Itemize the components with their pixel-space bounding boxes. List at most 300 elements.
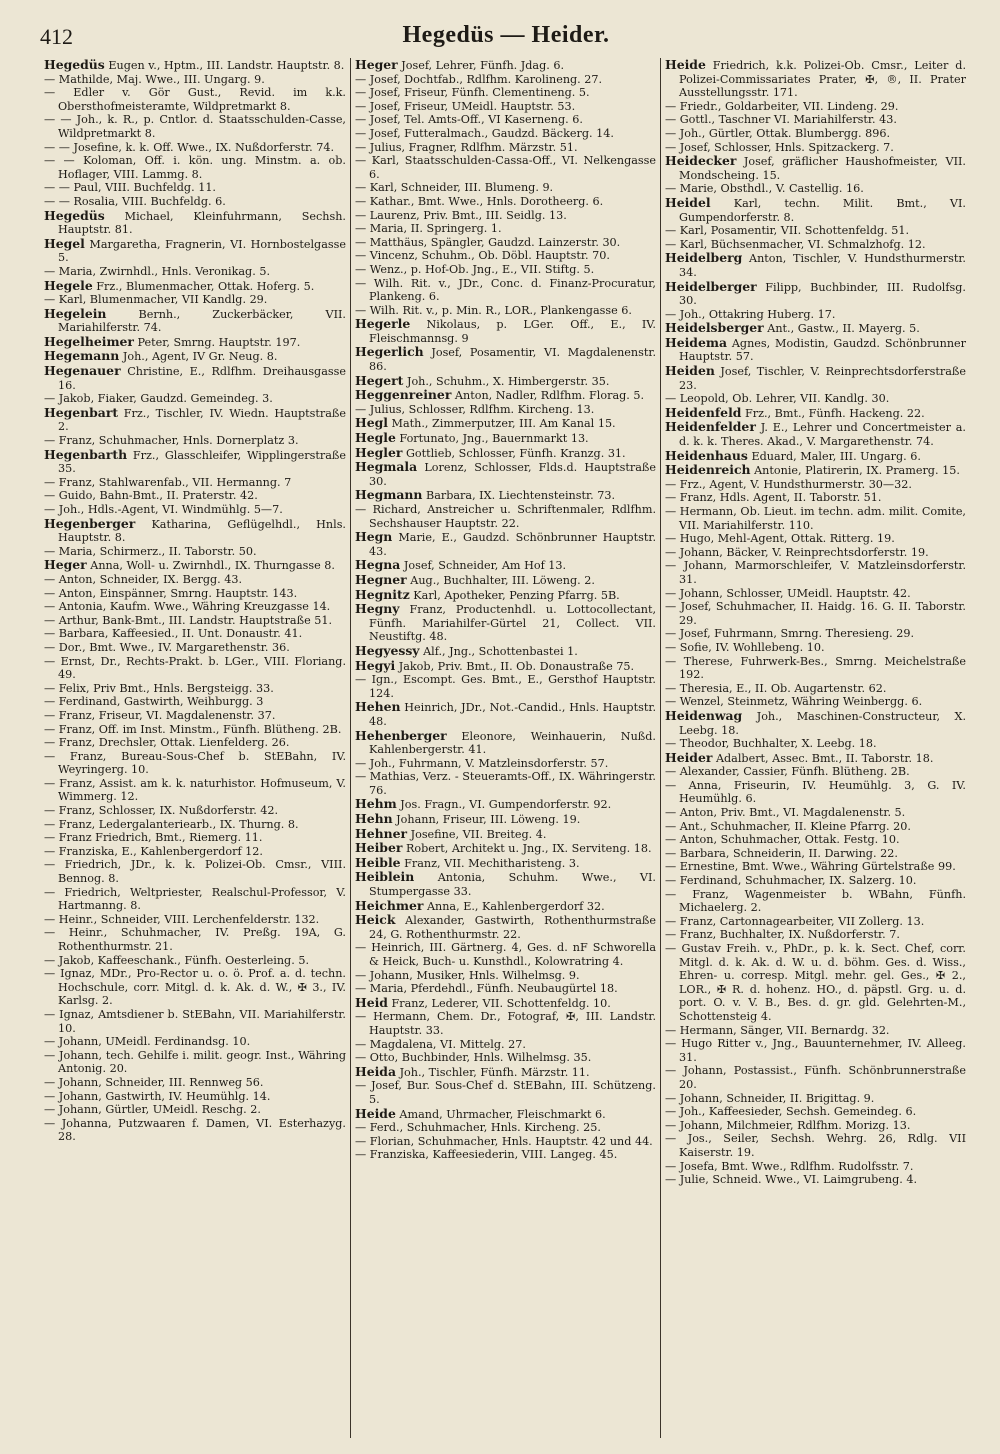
entry-details: — Franz, Drechsler, Ottak. Lienfelderg. 26. xyxy=(44,736,290,750)
entry-surname: Heide xyxy=(355,1105,396,1121)
entry-surname: Heiblein xyxy=(355,869,415,885)
entry-details: Frz., Glasschleifer, Wipplingerstraße 35. xyxy=(58,448,346,476)
entry-details: — Felix, Priv Bmt., Hnls. Bergsteigg. 33. xyxy=(44,681,274,695)
entry-details: — Franz, Ledergalanteriearb., IX. Thurng. 8. xyxy=(44,817,299,831)
entry-details: Alexander, Gastwirth, Rothenthurmstraße 24, G. Rothenthurmstr. 22. xyxy=(369,914,656,941)
directory-entry xyxy=(355,530,656,558)
directory-entry xyxy=(44,1049,346,1076)
entry-details: — Hugo Ritter v., Jng., Bauunternehmer, IV. Alleeg. 31. xyxy=(665,1037,966,1064)
entry-details: — Franz, Hdls. Agent, II. Taborstr. 51. xyxy=(665,491,882,505)
directory-entry xyxy=(355,73,656,87)
entry-details: Agnes, Modistin, Gaudzd. Schönbrunner Hauptstr. 57. xyxy=(679,336,967,364)
entry-surname: Heichmer xyxy=(355,897,424,913)
entry-details: Anna, E., Kahlenbergerdorf 32. xyxy=(426,899,605,913)
entry-details: Alf., Jng., Schottenbastei 1. xyxy=(423,644,578,658)
directory-entry xyxy=(44,858,346,885)
directory-entry xyxy=(44,750,346,777)
entry-details: — Josefa, Bmt. Wwe., Rdlfhm. Rudolfsstr. 7. xyxy=(665,1159,914,1173)
entry-surname: Hegenauer xyxy=(44,363,121,379)
entry-details: Eugen v., Hptm., III. Landstr. Hauptstr. 8. xyxy=(108,59,345,72)
directory-entry xyxy=(665,600,966,627)
entry-details: — Hermann, Chem. Dr., Fotograf, ✠, III. Landstr. Hauptstr. 33. xyxy=(355,1010,656,1037)
entry-details: — Wilh. Rit. v., p. Min. R., LOR., Plankengasse 6. xyxy=(355,303,632,317)
directory-entry xyxy=(44,141,346,155)
entry-surname: Heiber xyxy=(355,840,403,856)
directory-entry xyxy=(665,308,966,322)
directory-entry xyxy=(355,1148,656,1162)
directory-entry xyxy=(355,602,656,644)
directory-entry xyxy=(44,614,346,628)
entry-surname: Hegny xyxy=(355,601,400,617)
directory-entry xyxy=(355,388,656,403)
entry-surname: Heid xyxy=(355,994,388,1010)
directory-entry xyxy=(665,587,966,601)
directory-entry xyxy=(44,1008,346,1035)
directory-entry xyxy=(665,860,966,874)
directory-entry xyxy=(665,321,966,336)
entry-details: — Ferdinand, Schuhmacher, IX. Salzerg. 10. xyxy=(665,874,917,888)
directory-entry xyxy=(665,238,966,252)
entry-details: Josef, Schneider, Am Hof 13. xyxy=(403,559,567,573)
entry-details: — Karl, Posamentir, VII. Schottenfeldg. 51. xyxy=(665,224,910,238)
entry-details: — Johanna, Putzwaaren f. Damen, VI. Esterhazyg. 28. xyxy=(44,1116,346,1144)
entry-details: — Ernestine, Bmt. Wwe., Währing Gürtelstraße 99. xyxy=(665,860,956,874)
directory-entry xyxy=(355,446,656,461)
directory-entry xyxy=(44,293,346,307)
entry-surname: Hehen xyxy=(355,699,401,715)
directory-entry xyxy=(665,280,966,308)
entry-details: — Josef, Tel. Amts-Off., VI Kaserneng. 6. xyxy=(355,113,583,127)
directory-entry xyxy=(355,195,656,209)
entry-surname: Hegmann xyxy=(355,487,423,503)
directory-entry xyxy=(355,1038,656,1052)
entry-details: — Leopold, Ob. Lehrer, VII. Kandlg. 30. xyxy=(665,392,890,406)
entry-details: — Julie, Schneid. Wwe., VI. Laimgrubeng. 4. xyxy=(665,1173,918,1187)
directory-entry xyxy=(665,100,966,114)
entry-details: — Wenz., p. Hof-Ob. Jng., E., VII. Stiftg. 5. xyxy=(355,262,595,276)
directory-entry xyxy=(665,655,966,682)
directory-entry xyxy=(44,695,346,709)
directory-entry xyxy=(355,1065,656,1080)
directory-entry xyxy=(44,655,346,682)
entry-surname: Hegedüs xyxy=(44,58,105,72)
entry-details: — Josef, Futteralmach., Gaudzd. Bäckerg. 14. xyxy=(355,126,614,140)
entry-details: — Franz, Assist. am k. k. naturhistor. Hofmuseum, V. Wimmerg. 12. xyxy=(44,776,346,804)
entry-surname: Heidel xyxy=(665,194,711,210)
directory-entry xyxy=(44,926,346,953)
entry-details: Robert, Architekt u. Jng., IX. Serviteng. 18. xyxy=(405,842,652,856)
directory-entry xyxy=(355,141,656,155)
directory-entry xyxy=(665,113,966,127)
directory-entry xyxy=(355,827,656,842)
directory-entry xyxy=(665,820,966,834)
directory-entry xyxy=(355,113,656,127)
entry-details: Joh., Schuhm., X. Himbergerstr. 35. xyxy=(406,374,610,388)
entry-details: — Barbara, Schneiderin, II. Darwing. 22. xyxy=(665,846,898,860)
directory-entry xyxy=(665,737,966,751)
entry-details: — Frz., Agent, V. Hundsthurmerstr. 30—32. xyxy=(665,477,912,491)
page-header xyxy=(40,20,972,52)
entry-details: — Dor., Bmt. Wwe., IV. Margarethenstr. 36. xyxy=(44,640,290,654)
directory-entry xyxy=(44,86,346,113)
entry-details: — Johann, Milchmeier, Rdlfhm. Morizg. 13. xyxy=(665,1118,911,1132)
entry-details: Amand, Uhrmacher, Fleischmarkt 6. xyxy=(399,1107,606,1121)
entry-details: — Franz, Buchhalter, IX. Nußdorferstr. 7. xyxy=(665,928,900,942)
entry-details: Antonie, Platirerin, IX. Pramerg. 15. xyxy=(754,464,960,478)
entry-surname: Heggenreiner xyxy=(355,387,452,403)
entry-details: — Karl, Büchsenmacher, VI. Schmalzhofg. 12. xyxy=(665,237,926,251)
entry-details: — Ferd., Schuhmacher, Hnls. Kircheng. 25. xyxy=(355,1121,601,1135)
entry-surname: Hegenbarth xyxy=(44,446,128,462)
entry-surname: Hegenberger xyxy=(44,515,136,531)
entry-details: — Anton, Priv. Bmt., VI. Magdalenenstr. 5. xyxy=(665,806,906,820)
directory-entry xyxy=(355,1135,656,1149)
directory-entry xyxy=(355,154,656,181)
entry-details: — — Koloman, Off. i. kön. ung. Minstm. a. ob. Hoflager, VIII. Lammg. 8. xyxy=(44,154,346,181)
directory-entry xyxy=(665,336,966,364)
directory-entry xyxy=(355,996,656,1011)
directory-entry xyxy=(665,1037,966,1064)
entry-details: — Josef, Friseur, UMeidl. Hauptstr. 53. xyxy=(355,99,576,113)
directory-entry xyxy=(355,431,656,446)
directory-entry xyxy=(355,812,656,827)
directory-entry xyxy=(44,831,346,845)
directory-entry xyxy=(44,1103,346,1117)
directory-entry xyxy=(44,558,346,573)
entry-surname: Heider xyxy=(665,749,713,765)
directory-entry xyxy=(355,209,656,223)
directory-entry xyxy=(665,127,966,141)
directory-entry xyxy=(355,263,656,277)
directory-entry xyxy=(355,856,656,871)
entry-details: — Alexander, Cassier, Fünfh. Blütheng. 2B. xyxy=(665,765,910,779)
directory-entry xyxy=(44,682,346,696)
directory-entry xyxy=(44,967,346,1008)
entry-details: — Matthäus, Spängler, Gaudzd. Lainzerstr. 30. xyxy=(355,235,621,249)
entry-details: — Antonia, Kaufm. Wwe., Währing Kreuzgasse 14. xyxy=(44,600,331,614)
directory-entry xyxy=(665,546,966,560)
entry-details: — Johann, Schlosser, UMeidl. Hauptstr. 42. xyxy=(665,586,911,600)
directory-entry xyxy=(44,517,346,545)
entry-details: — Anton, Einspänner, Smrng. Hauptstr. 143. xyxy=(44,586,298,600)
entry-details: — Florian, Schuhmacher, Hnls. Hauptstr. 42 und 44. xyxy=(355,1134,653,1148)
entry-surname: Hegmala xyxy=(355,459,418,475)
entry-surname: Heible xyxy=(355,854,401,870)
entry-details: — Josef, Friseur, Fünfh. Clementineng. 5. xyxy=(355,86,590,100)
entry-details: — Arthur, Bank-Bmt., III. Landstr. Hauptstraße 51. xyxy=(44,613,333,627)
entry-details: Aug., Buchhalter, III. Löweng. 2. xyxy=(410,573,595,587)
directory-entry xyxy=(44,587,346,601)
entry-details: Jakob, Priv. Bmt., II. Ob. Donaustraße 75. xyxy=(398,659,635,673)
entry-surname: Heger xyxy=(355,58,398,72)
entry-details: Christine, E., Rdlfhm. Dreihausgasse 16. xyxy=(58,365,346,392)
entry-details: Heinrich, JDr., Not.-Candid., Hnls. Hauptstr. 48. xyxy=(369,701,656,728)
entry-details: Katharina, Geflügelhdl., Hnls. Hauptstr. 8. xyxy=(58,517,346,545)
entry-details: Margaretha, Fragnerin, VI. Hornbostelgasse 5. xyxy=(58,237,346,265)
entry-details: Josef, gräflicher Haushofmeister, VII. Mondscheing. 15. xyxy=(679,155,966,182)
directory-entry xyxy=(44,627,346,641)
entry-details: Josefine, VII. Breiteg. 4. xyxy=(410,827,547,841)
directory-entry xyxy=(355,729,656,757)
directory-entry xyxy=(355,304,656,318)
directory-entry xyxy=(44,886,346,913)
entry-surname: Hegyessy xyxy=(355,642,420,658)
directory-entry xyxy=(44,154,346,181)
entry-details: Friedrich, k.k. Polizei-Ob. Cmsr., Leiter d. Polizei-Commissariates Prater, ✠, ®, II. Prater Ausstellungsstr. 171. xyxy=(679,59,966,100)
directory-entry xyxy=(44,913,346,927)
directory-entry xyxy=(44,335,346,350)
entry-details: — Karl, Schneider, III. Blumeng. 9. xyxy=(355,181,554,195)
entry-details: — — Josefine, k. k. Off. Wwe., IX. Nußdorferstr. 74. xyxy=(44,140,335,154)
entry-details: Franz, Lederer, VII. Schottenfeldg. 10. xyxy=(391,996,611,1010)
directory-entry xyxy=(665,196,966,224)
directory-entry xyxy=(665,251,966,279)
entry-details: — Franziska, E., Kahlenbergerdorf 12. xyxy=(44,844,263,858)
directory-entry xyxy=(665,847,966,861)
directory-entry xyxy=(665,532,966,546)
directory-entry xyxy=(44,777,346,804)
entry-details: — Joh., Fuhrmann, V. Matzleinsdorferstr. 57. xyxy=(355,756,609,770)
entry-details: Marie, E., Gaudzd. Schönbrunner Hauptstr. 43. xyxy=(369,531,657,558)
directory-entry xyxy=(355,222,656,236)
entry-details: Gottlieb, Schlosser, Fünfh. Kranzg. 31. xyxy=(405,446,626,460)
entry-surname: Heger xyxy=(44,557,87,573)
entry-details: — Josef, Schlosser, Hnls. Spitzackerg. 7. xyxy=(665,140,894,154)
entry-details: — Julius, Schlosser, Rdlfhm. Kircheng. 13. xyxy=(355,402,595,416)
directory-entry xyxy=(44,573,346,587)
entry-details: — Johann, Gürtler, UMeidl. Reschg. 2. xyxy=(44,1103,261,1117)
directory-entry xyxy=(44,1076,346,1090)
entry-surname: Heidenhaus xyxy=(665,447,748,463)
entry-details: — Franz, Off. im Inst. Minstm., Fünfh. Blütheng. 2B. xyxy=(44,722,342,736)
directory-entry xyxy=(44,364,346,392)
entry-details: — Ernst, Dr., Rechts-Prakt. b. LGer., VIII. Floriang. 49. xyxy=(44,654,346,682)
entry-details: — Johann, Schneider, III. Rennweg 56. xyxy=(44,1075,264,1089)
entry-details: — Jakob, Fiaker, Gaudzd. Gemeindeg. 3. xyxy=(44,392,273,406)
directory-entry xyxy=(665,641,966,655)
directory-entry xyxy=(44,723,346,737)
entry-surname: Hegel xyxy=(44,235,85,251)
entry-details: — — Joh., k. R., p. Cntlor. d. Staatsschulden-Casse, Wildpretmarkt 8. xyxy=(44,113,346,140)
entry-details: — Barbara, Kaffeesied., II. Unt. Donaustr. 41. xyxy=(44,627,303,641)
directory-entry xyxy=(665,1092,966,1106)
directory-entry xyxy=(44,804,346,818)
entry-details: Peter, Smrng. Hauptstr. 197. xyxy=(137,335,301,349)
entry-surname: Hegler xyxy=(355,444,403,460)
entry-details: Bernh., Zuckerbäcker, VII. Mariahilferstr. 74. xyxy=(58,307,346,335)
entry-details: — Johann, Musiker, Hnls. Wilhelmsg. 9. xyxy=(355,968,580,982)
entry-details: — Therese, Fuhrwerk-Bes., Smrng. Meichelstraße 192. xyxy=(665,654,966,682)
entry-surname: Hegelheimer xyxy=(44,333,134,349)
entry-details: — Franz, Stahlwarenfab., VII. Hermanng. 7 xyxy=(44,475,292,489)
entry-surname: Heidema xyxy=(665,334,727,350)
entry-details: — Friedrich, JDr., k. k. Polizei-Ob. Cmsr., VIII. Bennog. 8. xyxy=(44,858,346,886)
entry-details: — Otto, Buchbinder, Hnls. Wilhelmsg. 35. xyxy=(355,1051,592,1065)
entry-details: Adalbert, Assec. Bmt., II. Taborstr. 18. xyxy=(715,751,934,765)
directory-entry xyxy=(665,182,966,196)
entry-surname: Heidenwag xyxy=(665,707,743,723)
directory-entry xyxy=(355,1121,656,1135)
entry-details: — Heinr., Schuhmacher, IV. Preßg. 19A, G. Rothenthurmstr. 21. xyxy=(44,926,346,953)
entry-details: — Maria, Pferdehdl., Fünfh. Neubaugürtel 18. xyxy=(355,982,618,996)
entry-details: — Julius, Fragner, Rdlfhm. Märzstr. 51. xyxy=(355,140,578,154)
entry-details: — Wilh. Rit. v., JDr., Conc. d. Finanz-Procuratur, Plankeng. 6. xyxy=(355,276,656,304)
entry-surname: Hegl xyxy=(355,415,388,431)
directory-entry xyxy=(665,449,966,464)
directory-entry xyxy=(44,448,346,476)
entry-surname: Hehn xyxy=(355,811,393,827)
entry-details: — Wenzel, Steinmetz, Währing Weinbergg. 6. xyxy=(665,695,923,709)
entry-details: — Sofie, IV. Wohllebeng. 10. xyxy=(665,640,825,654)
directory-entry xyxy=(355,345,656,373)
directory-entry xyxy=(355,899,656,914)
directory-entry xyxy=(44,73,346,87)
directory-entry xyxy=(44,954,346,968)
directory-entry xyxy=(355,488,656,503)
running-head: Hegedüs — Heider. xyxy=(402,22,610,48)
directory-entry xyxy=(355,374,656,389)
directory-entry xyxy=(355,1051,656,1065)
entry-details: — — Paul, VIII. Buchfeldg. 11. xyxy=(44,181,216,195)
directory-entry xyxy=(44,709,346,723)
entry-details: — Jos., Seiler, Sechsh. Wehrg. 26, Rdlg. VII Kaiserstr. 19. xyxy=(665,1132,966,1159)
entry-details: — Franz, Friseur, VI. Magdalenenstr. 37. xyxy=(44,708,276,722)
entry-details: — Heinrich, III. Gärtnerg. 4, Ges. d. nF Schworella & Heick, Buch- u. Kunsthdl., Kolowratring 4. xyxy=(355,941,656,968)
directory-entry xyxy=(355,770,656,797)
directory-entry xyxy=(665,420,966,448)
directory-entry xyxy=(355,317,656,345)
directory-entry xyxy=(44,641,346,655)
directory-entry xyxy=(44,736,346,750)
entry-surname: Heidelsberger xyxy=(665,320,764,336)
directory-entry xyxy=(665,154,966,182)
directory-entry xyxy=(355,870,656,898)
directory-entry xyxy=(355,460,656,488)
entry-details: — Johann, Marmorschleifer, V. Matzleinsdorferstr. 31. xyxy=(665,559,966,586)
directory-entry xyxy=(355,673,656,700)
directory-entry xyxy=(355,659,656,674)
directory-entry xyxy=(355,757,656,771)
entry-details: Barbara, IX. Liechtensteinstr. 73. xyxy=(425,489,616,503)
entry-details: — Josef, Fuhrmann, Smrng. Theresieng. 29. xyxy=(665,627,915,641)
directory-entry xyxy=(44,209,346,237)
entry-details: — Kathar., Bmt. Wwe., Hnls. Dorotheerg. 6. xyxy=(355,194,604,208)
directory-entry xyxy=(44,600,346,614)
entry-details: — Maria, Zwirnhdl., Hnls. Veronikag. 5. xyxy=(44,264,270,278)
directory-entry xyxy=(665,928,966,942)
entry-details: — Mathilde, Maj. Wwe., III. Ungarg. 9. xyxy=(44,72,265,86)
entry-details: — Johann, UMeidl. Ferdinandsg. 10. xyxy=(44,1035,251,1049)
directory-entry xyxy=(355,797,656,812)
directory-entry xyxy=(355,700,656,728)
entry-details: — Joh., Kaffeesieder, Sechsh. Gemeindeg. 6. xyxy=(665,1105,917,1119)
directory-entry xyxy=(44,113,346,140)
entry-details: Anton, Nadler, Rdlfhm. Florag. 5. xyxy=(454,389,645,403)
entry-details: — Maria, II. Springerg. 1. xyxy=(355,222,502,236)
directory-entry xyxy=(44,237,346,265)
directory-columns xyxy=(40,58,972,1438)
entry-details: — Friedr., Goldarbeiter, VII. Lindeng. 29. xyxy=(665,99,899,113)
directory-entry xyxy=(355,403,656,417)
directory-entry xyxy=(355,969,656,983)
entry-surname: Hegerle xyxy=(355,316,411,332)
directory-entry xyxy=(665,1105,966,1119)
entry-details: Fortunato, Jng., Bauernmarkt 13. xyxy=(399,432,589,446)
entry-details: — Guido, Bahn-Bmt., II. Praterstr. 42. xyxy=(44,489,258,503)
directory-entry xyxy=(355,982,656,996)
directory-entry xyxy=(665,709,966,737)
entry-details: — Franz, Schlosser, IX. Nußdorferstr. 42. xyxy=(44,804,279,818)
entry-surname: Hegyi xyxy=(355,657,396,673)
directory-entry xyxy=(665,765,966,779)
column-2 xyxy=(350,58,660,1438)
directory-entry xyxy=(44,265,346,279)
entry-details: — Josef, Schuhmacher, II. Haidg. 16. G. II. Taborstr. 29. xyxy=(665,600,966,627)
directory-entry xyxy=(44,307,346,335)
entry-details: — Hermann, Sänger, VII. Bernardg. 32. xyxy=(665,1023,890,1037)
directory-entry xyxy=(355,181,656,195)
entry-details: — Ignaz, Amtsdiener b. StEBahn, VII. Mariahilferstr. 10. xyxy=(44,1007,346,1035)
entry-details: — Ant., Schuhmacher, II. Kleine Pfarrg. 20. xyxy=(665,819,911,833)
directory-entry xyxy=(355,588,656,603)
entry-details: — Magdalena, VI. Mittelg. 27. xyxy=(355,1037,526,1051)
directory-entry xyxy=(44,818,346,832)
entry-details: — Friedrich, Weltpriester, Realschul-Professor, V. Hartmanng. 8. xyxy=(44,885,346,913)
entry-surname: Heick xyxy=(355,912,396,928)
directory-entry xyxy=(665,1160,966,1174)
entry-details: Josef, Lehrer, Fünfh. Jdag. 6. xyxy=(401,59,565,72)
directory-entry xyxy=(665,874,966,888)
directory-entry xyxy=(44,1035,346,1049)
entry-details: — Jakob, Kaffeeschank., Fünfh. Oesterleing. 5. xyxy=(44,953,309,967)
directory-entry xyxy=(665,888,966,915)
entry-surname: Hegenbart xyxy=(44,404,119,420)
entry-surname: Hegna xyxy=(355,557,401,573)
entry-details: — Franz, Schuhmacher, Hnls. Dornerplatz 3. xyxy=(44,434,299,448)
entry-details: — Franz, Cartonnagearbeiter, VII Zollerg. 13. xyxy=(665,914,925,928)
directory-entry xyxy=(355,100,656,114)
entry-surname: Hegedüs xyxy=(44,207,105,223)
directory-entry xyxy=(665,491,966,505)
entry-details: — Johann, tech. Gehilfe i. milit. geogr. Inst., Währing Antonig. 20. xyxy=(44,1048,346,1076)
entry-surname: Heidelberger xyxy=(665,278,757,294)
entry-surname: Heiden xyxy=(665,363,715,379)
entry-details: — Franz, Wagenmeister b. WBahn, Fünfh. Michaelerg. 2. xyxy=(665,887,966,915)
directory-entry xyxy=(355,86,656,100)
entry-details: Eduard, Maler, III. Ungarg. 6. xyxy=(751,449,921,463)
page-number: 412 xyxy=(40,24,73,49)
entry-details: — Ignaz, MDr., Pro-Rector u. o. ö. Prof. a. d. techn. Hochschule, corr. Mitgl. d. k. Ak. d. W., ✠ 3., IV. Karlsg. 2. xyxy=(44,967,346,1008)
entry-details: — Johann, Bäcker, V. Reinprechtsdorferstr. 19. xyxy=(665,545,929,559)
entry-details: Filipp, Buchbinder, III. Rudolfsg. 30. xyxy=(679,280,966,308)
directory-entry xyxy=(355,503,656,530)
entry-surname: Heidelberg xyxy=(665,250,743,266)
entry-surname: Hegert xyxy=(355,372,404,388)
directory-entry xyxy=(665,779,966,806)
entry-details: — Edler v. Gör Gust., Revid. im k.k. Obersthofmeisteramte, Wildpretmarkt 8. xyxy=(44,86,346,113)
directory-entry xyxy=(355,127,656,141)
entry-surname: Heide xyxy=(665,58,706,72)
directory-entry xyxy=(44,845,346,859)
directory-entry xyxy=(355,941,656,968)
entry-details: Frz., Blumenmacher, Ottak. Hoferg. 5. xyxy=(96,279,315,293)
directory-entry xyxy=(44,1090,346,1104)
entry-details: — Mathias, Verz. - Steueramts-Off., IX. Währingerstr. 76. xyxy=(355,770,656,797)
entry-details: — Vincenz, Schuhm., Ob. Döbl. Hauptstr. 70. xyxy=(355,249,610,263)
directory-entry xyxy=(44,489,346,503)
entry-details: Josef, Tischler, V. Reinprechtsdorferstraße 23. xyxy=(679,365,966,392)
entry-surname: Hehm xyxy=(355,796,397,812)
